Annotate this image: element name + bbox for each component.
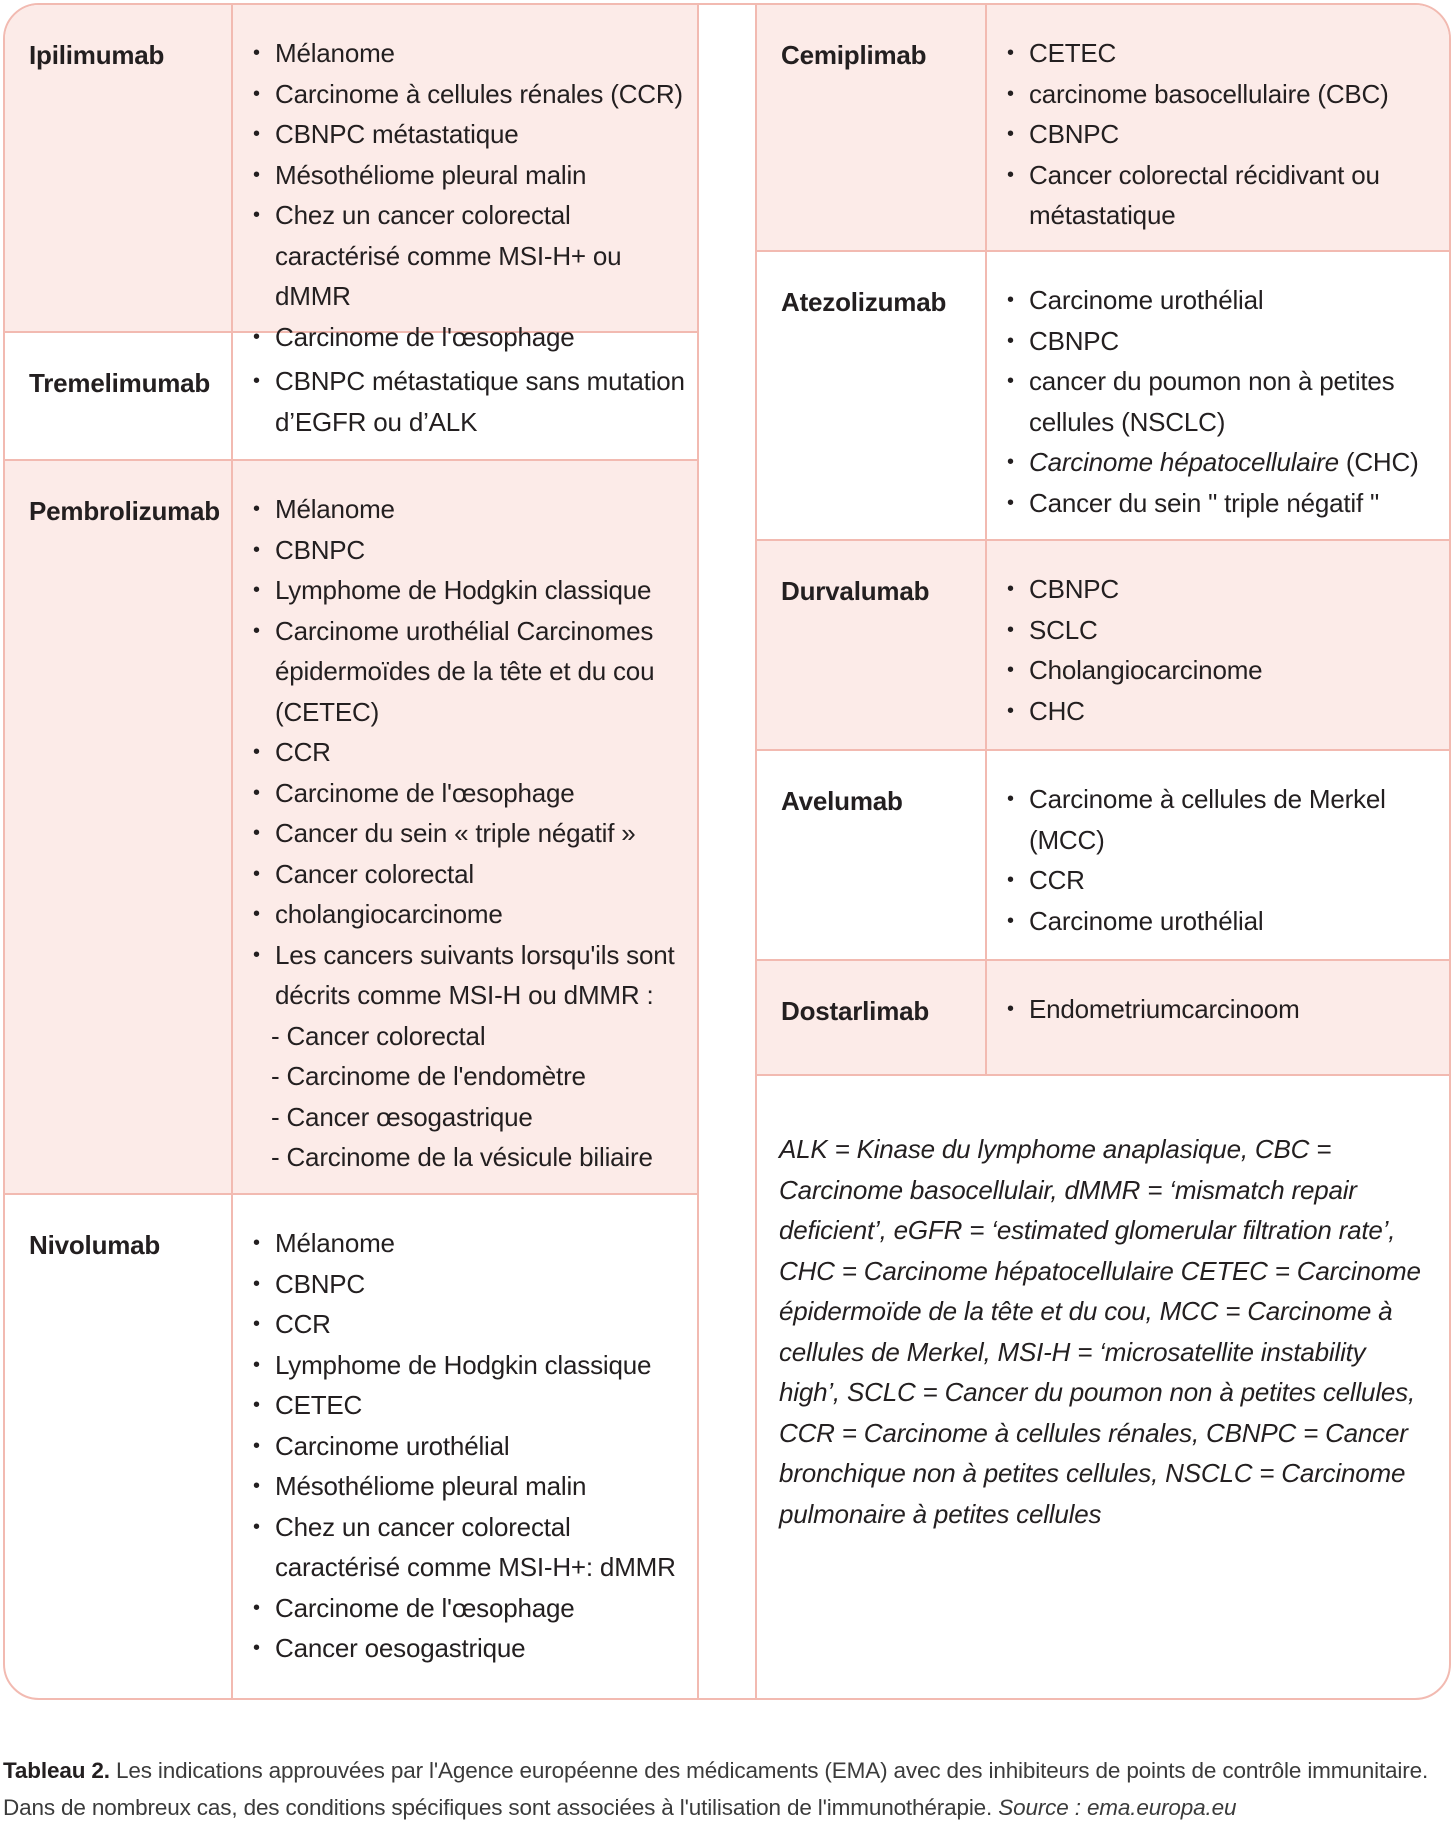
indication-list [253,1223,687,1669]
list-item: • CHC [1007,691,1439,732]
list-item: • Carcinome hépatocellulaire (CHC) [1007,442,1439,483]
list-item: • Carcinome à cellules rénales (CCR) [253,74,687,115]
drug-name: Pembrolizumab [29,496,220,526]
caption-text: Les indications approuvées par l'Agence européenne des médicaments (EMA) avec des inhibiteurs de points de contrôle immunitaire. Dans de nombreux cas, des conditions spécifiques sont associées à l'utilisation de l'immunothérapie. [3,1758,1429,1820]
list-item: • CBNPC [253,530,687,571]
sub-list-item: - Cancer œsogastrique [271,1101,533,1132]
indication-list [253,489,687,1178]
list-item: • Mélanome [253,489,687,530]
abbreviations-footnote: ALK = Kinase du lymphome anaplasique, CBC = Carcinome basocellulair, dMMR = ‘mismatch repair deficient’, eGFR = ‘estimated glomerular filtration rate’, CHC = Carcinome hépatocellulaire CETEC = Carcinome épidermoïde de la tête et du cou, MCC = Carcinome à cellules de Merkel, MSI-H = ‘microsatellite instability high’, SCLC = Cancer du poumon non à petites cellules, CCR = Carcinome à cellules rénales, CBNPC = Cancer bronchique non à petites cellules, NSCLC = Carcinome pulmonaire à petites cellules [779,1134,1421,1529]
indication-list [253,33,687,357]
list-item: • Carcinome à cellules de Merkel (MCC) [1007,779,1439,860]
indications-table [3,3,1451,1700]
list-item: • Mélanome [253,1223,687,1264]
list-item: • Mélanome [253,33,687,74]
list-item: • Cancer colorectal [253,854,687,895]
list-item: • Carcinome de l'œsophage [253,773,687,814]
list-item: • Carcinome de l'œsophage [253,317,687,358]
list-item: • CETEC [1007,33,1439,74]
sub-list-item: - Cancer colorectal [271,1020,486,1051]
list-item: • Mésothéliome pleural malin [253,155,687,196]
list-item: • Carcinome de l'œsophage [253,1588,687,1629]
list-item: • SCLC [1007,610,1439,651]
left-column [5,5,699,1698]
table-row-durvalumab [757,541,1449,751]
list-item: • CBNPC métastatique [253,114,687,155]
list-item: • CBNPC [1007,114,1439,155]
list-item: • CCR [253,732,687,773]
list-item: • Cancer colorectal récidivant ou métastatique [1007,155,1439,236]
drug-name: Durvalumab [781,576,930,606]
list-item: • Endometriumcarcinoom [1007,989,1439,1030]
list-item: • Lymphome de Hodgkin classique [253,1345,687,1386]
list-item: • CBNPC [1007,569,1439,610]
indication-list [1007,280,1439,523]
list-item: • Carcinome urothélial [1007,901,1439,942]
list-item: • Carcinome urothélial [253,1426,687,1467]
right-column [755,5,1449,1698]
list-item: • Mésothéliome pleural malin [253,1466,687,1507]
table-row-atezolizumab [757,252,1449,541]
table-caption [3,1752,1448,1826]
list-item: • carcinome basocellulaire (CBC) [1007,74,1439,115]
list-item: • CCR [1007,860,1439,901]
drug-name: Nivolumab [29,1230,161,1260]
list-item: • CETEC [253,1385,687,1426]
table-row-tremelimumab [5,333,697,461]
list-item: • Les cancers suivants lorsqu'ils sont décrits comme MSI-H ou dMMR : [253,935,687,1016]
sub-list-item: - Carcinome de la vésicule biliaire [271,1142,653,1172]
drug-name: Dostarlimab [781,996,930,1026]
list-item: • Chez un cancer colorectal caractérisé comme MSI-H+ ou dMMR [253,195,687,317]
list-item: • Cancer du sein " triple négatif " [1007,483,1439,524]
list-item: • Cancer oesogastrique [253,1628,687,1669]
caption-source: Source : ema.europa.eu [998,1795,1237,1820]
table-row-ipilimumab [5,5,697,352]
table-row-cemiplimab [757,5,1449,252]
list-item: • CBNPC [1007,321,1439,362]
indication-list [1007,989,1439,1030]
indication-list [253,361,687,442]
table-row-pembrolizumab [5,461,697,1195]
indication-list [1007,569,1439,731]
list-item: • Carcinome urothélial Carcinomes épidermoïdes de la tête et du cou (CETEC) [253,611,687,733]
drug-name: Tremelimumab [29,368,211,398]
list-item: • CCR [253,1304,687,1345]
table-row-avelumab [757,751,1449,961]
table-row-nivolumab [5,1195,697,1698]
list-item: • Chez un cancer colorectal caractérisé comme MSI-H+: dMMR [253,1507,687,1588]
drug-name: Atezolizumab [781,287,947,317]
list-item: • Cancer du sein « triple négatif » [253,813,687,854]
drug-name: Ipilimumab [29,40,165,70]
list-item: • CBNPC métastatique sans mutation d’EGFR ou d’ALK [253,361,687,442]
sub-list-item: - Carcinome de l'endomètre [271,1061,586,1091]
list-item: • cholangiocarcinome [253,894,687,935]
list-item: • Lymphome de Hodgkin classique [253,570,687,611]
drug-name: Avelumab [781,786,903,816]
table-row-dostarlimab [757,961,1449,1076]
list-item: • Cholangiocarcinome [1007,650,1439,691]
indication-list [1007,33,1439,236]
list-item: • Carcinome urothélial [1007,280,1439,321]
drug-name: Cemiplimab [781,40,927,70]
list-item: • CBNPC [253,1264,687,1305]
list-item: • cancer du poumon non à petites cellules (NSCLC) [1007,361,1439,442]
caption-label: Tableau 2. [3,1758,110,1783]
indication-list [1007,779,1439,941]
